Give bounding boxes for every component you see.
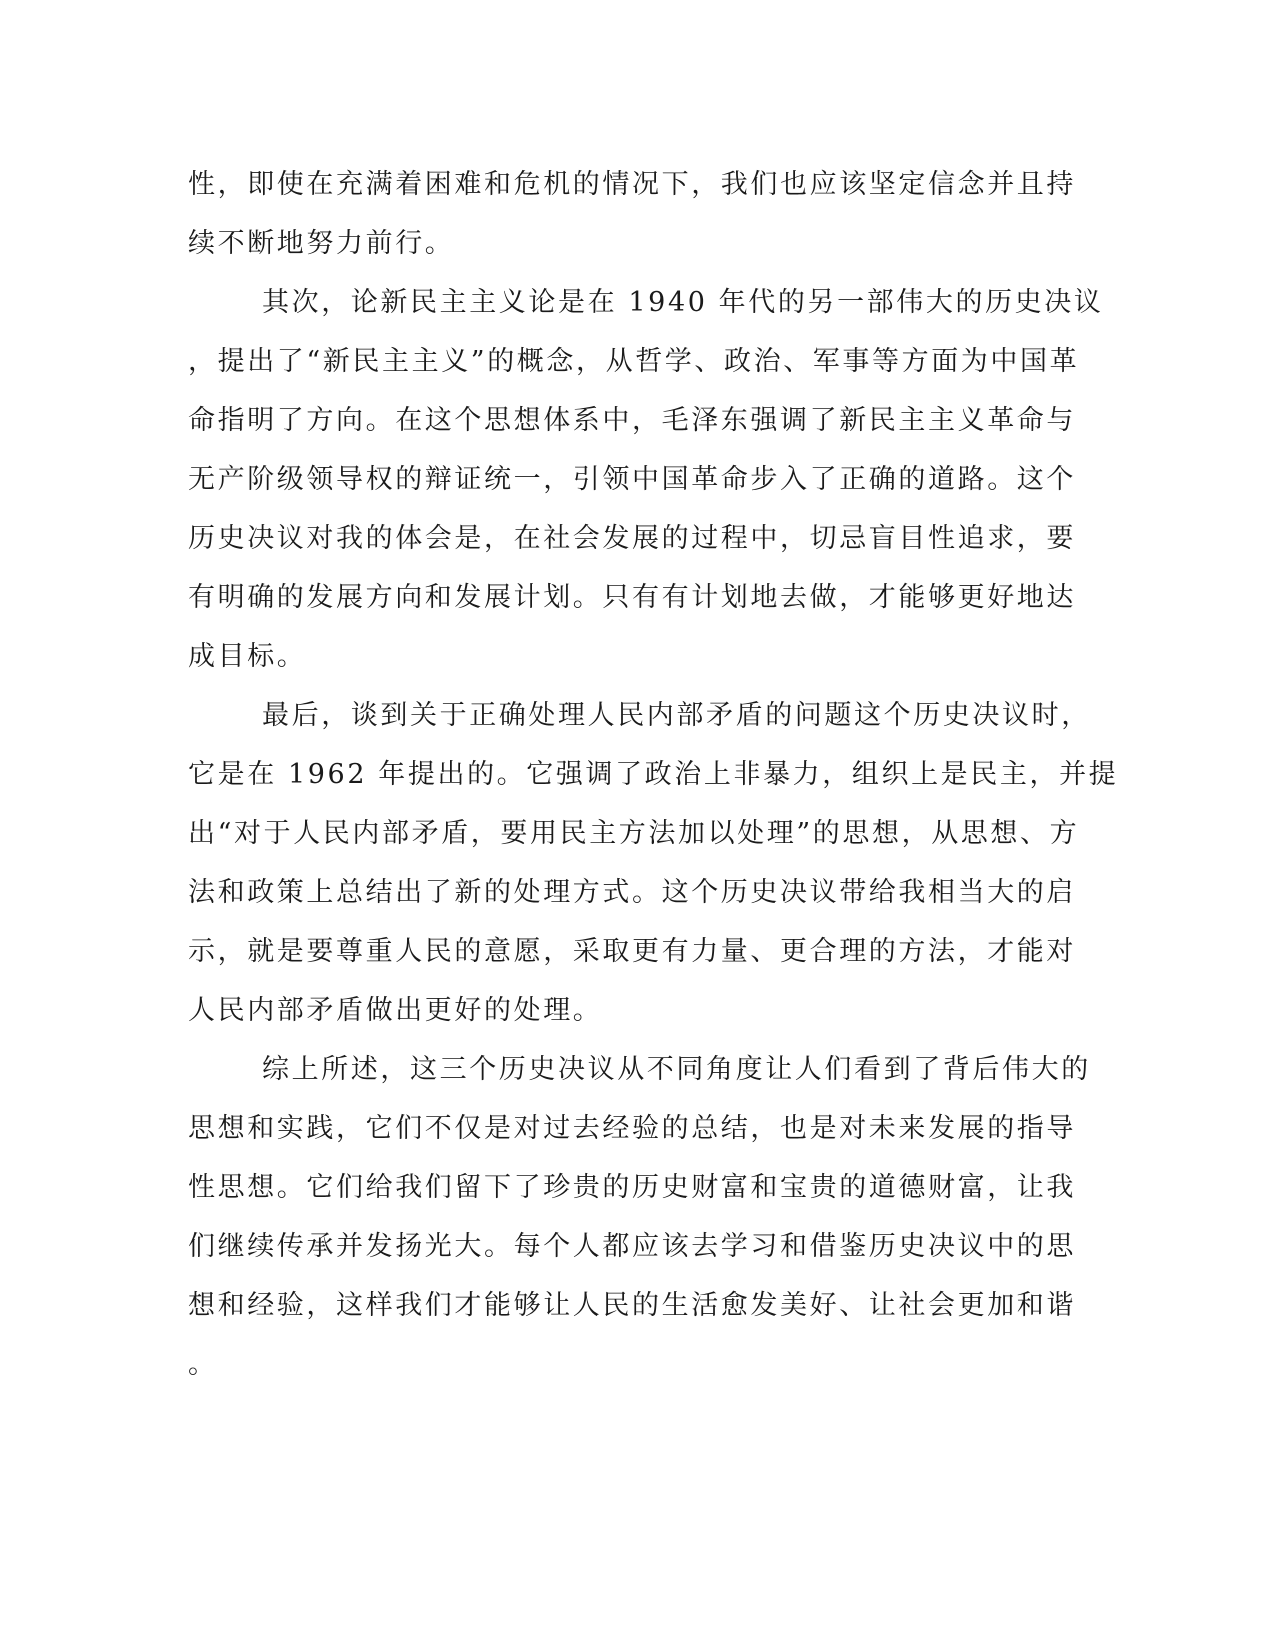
text-line: 命指明了方向。在这个思想体系中，毛泽东强调了新民主主义革命与 <box>188 405 1076 436</box>
text-line: 成目标。 <box>188 641 307 672</box>
text-line: 法和政策上总结出了新的处理方式。这个历史决议带给我相当大的启 <box>188 877 1076 908</box>
text-line: 想和经验，这样我们才能够让人民的生活愈发美好、让社会更加和谐 <box>188 1290 1076 1321</box>
text-line: 有明确的发展方向和发展计划。只有有计划地去做，才能够更好地达 <box>188 582 1076 613</box>
text-line: ，提出了“新民主主义”的概念，从哲学、政治、军事等方面为中国革 <box>188 346 1080 377</box>
text-line: 续不断地努力前行。 <box>188 228 455 259</box>
text-line: 性，即使在充满着困难和危机的情况下，我们也应该坚定信念并且持 <box>188 169 1076 200</box>
text-line: 无产阶级领导权的辩证统一，引领中国革命步入了正确的道路。这个 <box>188 464 1076 495</box>
text-line: 性思想。它们给我们留下了珍贵的历史财富和宝贵的道德财富，让我 <box>188 1172 1076 1203</box>
text-line: 们继续传承并发扬光大。每个人都应该去学习和借鉴历史决议中的思 <box>188 1231 1076 1262</box>
text-line: 出“对于人民内部矛盾，要用民主方法加以处理”的思想，从思想、方 <box>188 818 1080 849</box>
text-line: 历史决议对我的体会是，在社会发展的过程中，切忌盲目性追求，要 <box>188 523 1076 554</box>
text-line: 思想和实践，它们不仅是对过去经验的总结，也是对未来发展的指导 <box>188 1113 1076 1144</box>
text-line: 示，就是要尊重人民的意愿，采取更有力量、更合理的方法，才能对 <box>188 936 1076 967</box>
paragraph-start-line: 综上所述，这三个历史决议从不同角度让人们看到了背后伟大的 <box>262 1054 1091 1085</box>
paragraph-start-line: 最后，谈到关于正确处理人民内部矛盾的问题这个历史决议时， <box>262 700 1091 731</box>
text-line: 人民内部矛盾做出更好的处理。 <box>188 995 603 1026</box>
paragraph-start-line: 其次，论新民主主义论是在 1940 年代的另一部伟大的历史决议 <box>262 287 1104 318</box>
text-line: 它是在 1962 年提出的。它强调了政治上非暴力，组织上是民主，并提 <box>188 759 1119 790</box>
body-text <box>188 155 1119 1394</box>
text-line: 。 <box>188 1349 218 1380</box>
